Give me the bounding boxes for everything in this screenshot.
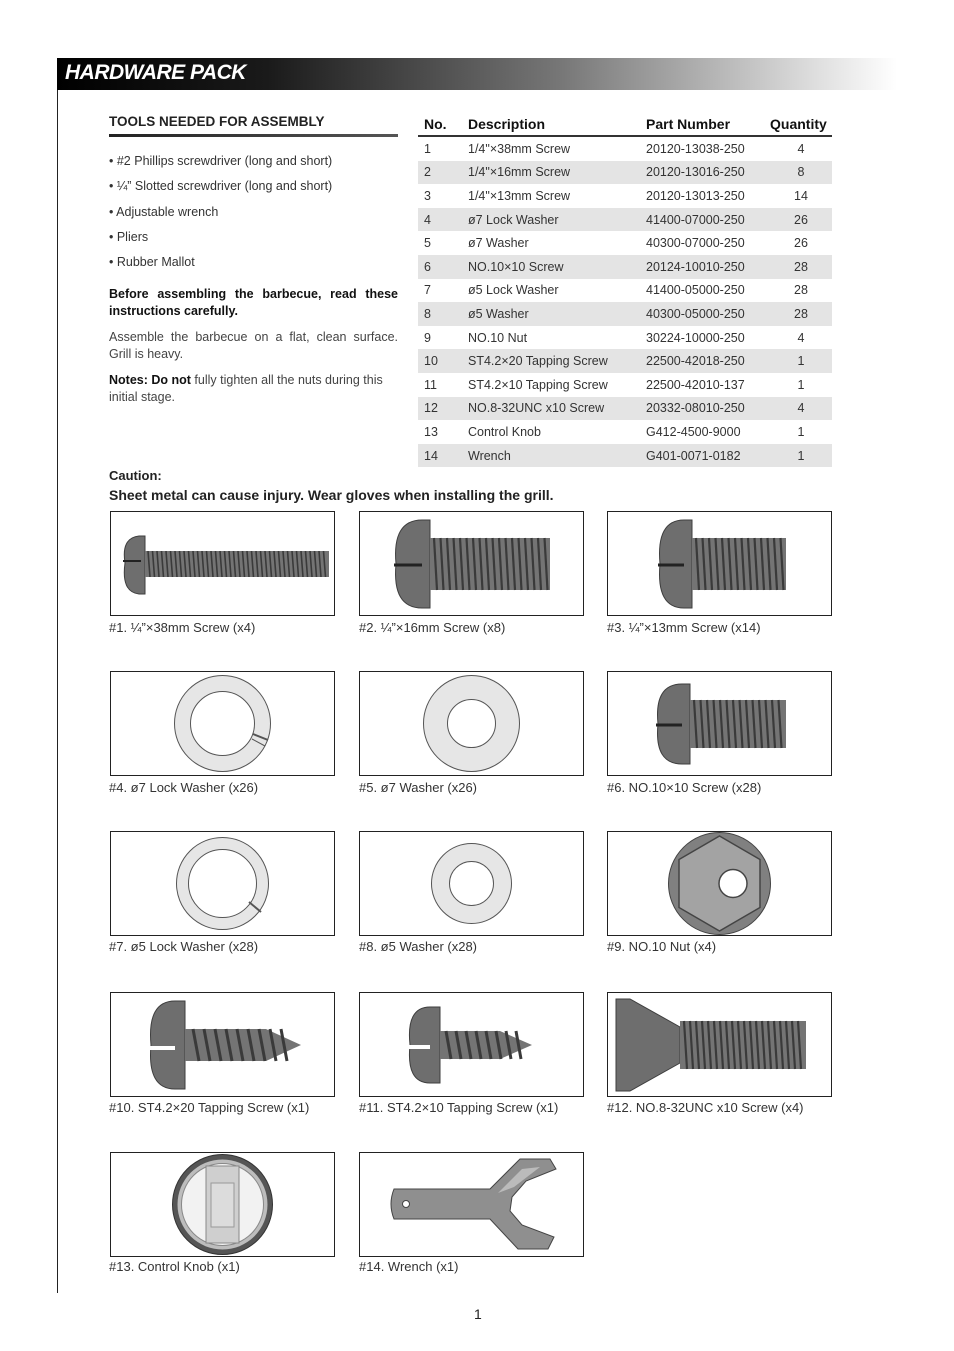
row-part-number: G412-4500-9000 bbox=[646, 424, 741, 439]
row-description: NO.10 Nut bbox=[468, 330, 528, 345]
tool-item: • Adjustable wrench bbox=[109, 205, 219, 219]
tapping-screw-icon bbox=[360, 993, 583, 1096]
row-quantity: 4 bbox=[797, 330, 805, 345]
row-description: NO.10×10 Screw bbox=[468, 255, 646, 279]
tools-rule bbox=[109, 134, 398, 137]
table-row bbox=[418, 326, 832, 350]
table-row bbox=[418, 161, 832, 185]
screw-icon bbox=[360, 512, 583, 615]
part-image-1 bbox=[110, 511, 335, 616]
small-screw-icon bbox=[608, 672, 831, 775]
part-image-8 bbox=[359, 831, 584, 936]
row-description: ø5 Lock Washer bbox=[468, 283, 559, 298]
row-description: 1/4"×13mm Screw bbox=[468, 188, 571, 203]
part-caption-3: #3. ¼”×13mm Screw (x14) bbox=[607, 620, 761, 635]
col-quantity: Quantity bbox=[770, 113, 832, 136]
row-part-number: 40300-07000-250 bbox=[646, 236, 745, 251]
row-part-number: 20120-13016-250 bbox=[646, 161, 770, 185]
part-image-9 bbox=[607, 831, 832, 936]
col-description: Description bbox=[468, 113, 646, 136]
table-row bbox=[418, 184, 832, 208]
row-part-number: 20120-13013-250 bbox=[646, 188, 745, 203]
row-no: 3 bbox=[424, 188, 431, 203]
caution-title: Caution: bbox=[109, 468, 162, 483]
table-row bbox=[418, 349, 832, 373]
part-image-14 bbox=[359, 1152, 584, 1257]
row-part-number: 20124-10010-250 bbox=[646, 255, 770, 279]
tool-item: • ¼” Slotted screwdriver (long and short) bbox=[109, 179, 333, 193]
countersunk-screw-icon bbox=[608, 993, 831, 1096]
part-caption-4: #4. ø7 Lock Washer (x26) bbox=[109, 780, 259, 795]
page-number: 1 bbox=[474, 1306, 482, 1322]
row-no: 6 bbox=[418, 255, 468, 279]
table-row bbox=[418, 279, 832, 303]
part-image-3 bbox=[607, 511, 832, 616]
table-row bbox=[418, 231, 832, 255]
part-caption-12: #12. NO.8-32UNC x10 Screw (x4) bbox=[607, 1100, 804, 1115]
table-row bbox=[418, 302, 832, 326]
part-image-11 bbox=[359, 992, 584, 1097]
row-part-number: G401-0071-0182 bbox=[646, 444, 770, 468]
short-screw-icon bbox=[608, 512, 831, 615]
row-quantity: 28 bbox=[770, 255, 832, 279]
row-description: 1/4"×16mm Screw bbox=[468, 161, 646, 185]
row-quantity: 28 bbox=[794, 283, 808, 298]
row-quantity: 1 bbox=[797, 424, 805, 439]
col-no: No. bbox=[418, 113, 468, 136]
row-quantity: 1 bbox=[770, 444, 832, 468]
col-part-number: Part Number bbox=[646, 113, 770, 136]
table-row bbox=[418, 136, 832, 161]
row-description: ST4.2×20 Tapping Screw bbox=[468, 349, 646, 373]
margin-rule bbox=[57, 58, 58, 1293]
row-part-number: 40300-05000-250 bbox=[646, 302, 770, 326]
row-quantity: 1 bbox=[797, 377, 805, 392]
row-part-number: 22500-42010-137 bbox=[646, 377, 745, 392]
row-no: 7 bbox=[424, 283, 431, 298]
row-no: 11 bbox=[424, 377, 437, 392]
table-row bbox=[418, 420, 832, 444]
row-description: Control Knob bbox=[468, 424, 541, 439]
wrench-icon bbox=[360, 1153, 583, 1256]
row-description: ST4.2×10 Tapping Screw bbox=[468, 377, 608, 392]
hex-nut-icon bbox=[608, 832, 831, 935]
row-no: 2 bbox=[418, 161, 468, 185]
before-read-note: Before assembling the barbecue, read these instructions carefully. bbox=[109, 287, 398, 318]
tapping-screw-icon bbox=[111, 993, 334, 1096]
header-banner bbox=[57, 58, 897, 90]
long-screw-icon bbox=[111, 512, 334, 615]
row-quantity: 4 bbox=[770, 397, 832, 421]
part-caption-13: #13. Control Knob (x1) bbox=[109, 1259, 240, 1274]
part-image-5 bbox=[359, 671, 584, 776]
table-row bbox=[418, 444, 832, 468]
page-title: HARDWARE PACK bbox=[65, 61, 246, 84]
row-description: 1/4"×38mm Screw bbox=[468, 141, 571, 156]
part-caption-9: #9. NO.10 Nut (x4) bbox=[607, 939, 717, 954]
part-caption-11: #11. ST4.2×10 Tapping Screw (x1) bbox=[359, 1100, 559, 1115]
row-part-number: 20332-08010-250 bbox=[646, 397, 770, 421]
part-caption-1: #1. ¼”×38mm Screw (x4) bbox=[109, 620, 256, 635]
part-image-7 bbox=[110, 831, 335, 936]
row-description: Wrench bbox=[468, 444, 646, 468]
row-no: 12 bbox=[418, 397, 468, 421]
table-row bbox=[418, 397, 832, 421]
part-image-2 bbox=[359, 511, 584, 616]
lock-washer-icon bbox=[111, 832, 334, 935]
part-caption-6: #6. NO.10×10 Screw (x28) bbox=[607, 780, 762, 795]
row-no: 4 bbox=[418, 208, 468, 232]
assemble-note: Assemble the barbecue on a flat, clean surface. Grill is heavy. bbox=[109, 330, 398, 361]
row-no: 8 bbox=[418, 302, 468, 326]
row-description: ø7 Washer bbox=[468, 236, 529, 251]
table-row bbox=[418, 373, 832, 397]
row-part-number: 22500-42018-250 bbox=[646, 349, 770, 373]
tool-item: • #2 Phillips screwdriver (long and short) bbox=[109, 154, 333, 168]
table-row bbox=[418, 208, 832, 232]
row-no: 14 bbox=[418, 444, 468, 468]
table-row bbox=[418, 255, 832, 279]
lock-washer-icon bbox=[111, 672, 334, 775]
part-caption-2: #2. ¼”×16mm Screw (x8) bbox=[359, 620, 506, 635]
row-no: 9 bbox=[424, 330, 431, 345]
part-caption-5: #5. ø7 Washer (x26) bbox=[359, 780, 478, 795]
row-quantity: 4 bbox=[797, 141, 805, 156]
tool-item: • Rubber Mallot bbox=[109, 255, 195, 269]
row-description: ø5 Washer bbox=[468, 302, 646, 326]
part-image-10 bbox=[110, 992, 335, 1097]
row-part-number: 41400-07000-250 bbox=[646, 208, 770, 232]
part-caption-7: #7. ø5 Lock Washer (x28) bbox=[109, 939, 259, 954]
row-no: 10 bbox=[418, 349, 468, 373]
row-quantity: 28 bbox=[770, 302, 832, 326]
washer-icon bbox=[360, 672, 583, 775]
control-knob-icon bbox=[111, 1153, 334, 1256]
row-quantity: 14 bbox=[794, 188, 808, 203]
part-image-13 bbox=[110, 1152, 335, 1257]
row-part-number: 20120-13038-250 bbox=[646, 141, 745, 156]
part-image-12 bbox=[607, 992, 832, 1097]
tools-title: TOOLS NEEDED FOR ASSEMBLY bbox=[109, 114, 325, 129]
hardware-table bbox=[418, 113, 832, 467]
row-part-number: 30224-10000-250 bbox=[646, 330, 745, 345]
part-caption-10: #10. ST4.2×20 Tapping Screw (x1) bbox=[109, 1100, 310, 1115]
part-image-4 bbox=[110, 671, 335, 776]
part-caption-8: #8. ø5 Washer (x28) bbox=[359, 939, 478, 954]
row-description: NO.8-32UNC x10 Screw bbox=[468, 397, 646, 421]
part-caption-14: #14. Wrench (x1) bbox=[359, 1259, 459, 1274]
row-no: 5 bbox=[424, 236, 431, 251]
part-image-6 bbox=[607, 671, 832, 776]
row-quantity: 8 bbox=[770, 161, 832, 185]
washer-icon bbox=[360, 832, 583, 935]
row-no: 13 bbox=[424, 424, 438, 439]
row-quantity: 26 bbox=[770, 208, 832, 232]
row-no: 1 bbox=[424, 141, 431, 156]
tool-item: • Pliers bbox=[109, 230, 149, 244]
row-description: ø7 Lock Washer bbox=[468, 208, 646, 232]
row-quantity: 1 bbox=[770, 349, 832, 373]
row-quantity: 26 bbox=[794, 236, 808, 251]
caution-text: Sheet metal can cause injury. Wear gloves when installing the grill. bbox=[109, 487, 554, 503]
table-header-row bbox=[418, 113, 832, 136]
row-part-number: 41400-05000-250 bbox=[646, 283, 745, 298]
tighten-note: Notes: Do not fully tighten all the nuts during this initial stage. bbox=[109, 373, 383, 404]
